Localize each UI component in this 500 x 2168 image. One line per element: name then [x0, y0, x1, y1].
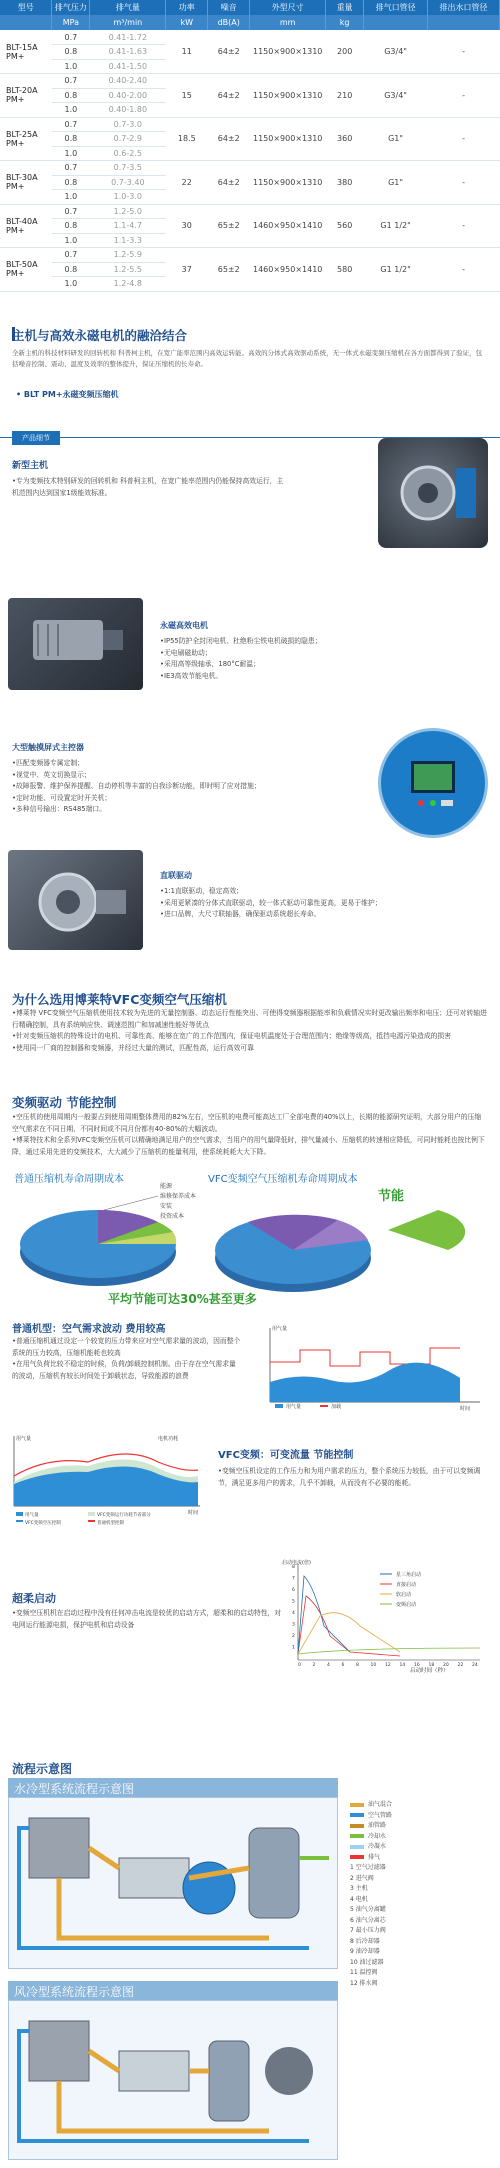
soft-legend1: 直接启动: [396, 1582, 417, 1588]
motor-graphic: [8, 598, 143, 690]
saving-list: [12, 1112, 488, 1158]
vfc-legend0: 用气量: [25, 1513, 39, 1518]
pie-saving-label: 节能: [378, 1189, 405, 1204]
cell-pressure: 0.7: [52, 74, 90, 89]
cell-flow: 0.40-2.00: [90, 88, 166, 103]
legend-label: 3 主机: [350, 1885, 368, 1892]
normal-legend2: 加载: [331, 1404, 342, 1410]
normal-x-label: 时间: [460, 1406, 471, 1412]
cell-model: BLT-15A PM+: [0, 30, 52, 74]
feature1-title: 新型主机: [12, 461, 49, 471]
soft-legend2: 软启动: [396, 1592, 412, 1598]
unit-cell: [428, 15, 500, 30]
saving-item: •空压机的使用周期内一般要占到使用周期整体费用的82%左右，空压机的电费可能高达工厂全部电费的40%以上，长期的能源研究证明，大部分用户的压缩空气需求在不同日期、不同时间或不同月份都有40-80%的大幅波动。: [12, 1113, 482, 1133]
air-flow-svg: [9, 2001, 339, 2161]
vfc-chart: [8, 1432, 208, 1532]
legend-label: 1 空气过滤器: [350, 1864, 386, 1871]
soft-y-tick: 1: [292, 1645, 295, 1651]
vfc-r-label: 电机功耗: [158, 1436, 179, 1442]
drive-graphic: [8, 850, 143, 950]
cell-weight: 360: [326, 117, 364, 161]
motor-image: [8, 598, 143, 690]
legend-label: 油管路: [368, 1822, 387, 1829]
cell-flow: 0.7-3.0: [90, 117, 166, 132]
soft-y-tick: 4: [292, 1611, 295, 1616]
cell-flow: 1.1-3.3: [90, 233, 166, 248]
th-power: 功率: [166, 0, 208, 15]
legend-label: 11 温控阀: [350, 1969, 378, 1976]
cell-drain: -: [428, 248, 500, 292]
feature2-item: •无电刷磁助动；: [160, 648, 212, 657]
flow-legend-item: [350, 1905, 490, 1916]
th-noise: 噪音: [208, 0, 250, 15]
water-flow-diagram: [8, 1797, 338, 1969]
soft-x-tick: 2: [312, 1663, 316, 1668]
legend-swatch: [350, 1855, 364, 1859]
cell-flow: 1.2-5.9: [90, 248, 166, 263]
cell-pressure: 1.0: [52, 190, 90, 205]
cell-power: 37: [166, 248, 208, 292]
legend-swatch: [350, 1834, 364, 1838]
why-item: •使用同一厂商的控制器和变频器，并经过大量的测试，匹配性高，运行高效可靠: [12, 1043, 254, 1052]
legend-label: 5 油气分离罐: [350, 1906, 386, 1913]
pie-legend-maint: 维修保养成本: [160, 1193, 197, 1200]
cell-flow: 1.0-3.0: [90, 190, 166, 205]
th-weight: 重量: [326, 0, 364, 15]
soft-x-tick: 6: [341, 1663, 345, 1668]
soft-x-tick: 22: [457, 1663, 464, 1668]
soft-y-tick: 2: [292, 1634, 295, 1639]
cell-flow: 0.40-2.40: [90, 74, 166, 89]
flow-legend-item: [350, 1947, 490, 1958]
unit-cell: [364, 15, 428, 30]
cell-pressure: 0.8: [52, 132, 90, 147]
normal-legend1: 用气量: [286, 1404, 302, 1410]
cell-power: 30: [166, 204, 208, 248]
feature3-item: •故障报警、维护保养提醒、自动停机等丰富的自我诊断功能，即时明了应对措施；: [12, 782, 261, 790]
cell-outlet: G1": [364, 117, 428, 161]
flow-legend-item: [350, 1800, 490, 1811]
cell-size: 1460×950×1410: [250, 204, 326, 248]
legend-label: 6 油气分离芯: [350, 1916, 386, 1924]
controller-image: [378, 728, 488, 838]
legend-label: 4 电机: [350, 1895, 368, 1903]
water-flow-svg: [9, 1798, 339, 1970]
normal-y-label: 用气量: [272, 1326, 288, 1332]
unit-cell: kg: [326, 15, 364, 30]
table-row: [0, 248, 500, 263]
flow-legend-item: [350, 1937, 490, 1948]
soft-chart: [280, 1556, 494, 1674]
main-engine-image: [378, 438, 488, 548]
table-row: [0, 117, 500, 132]
feature3-item: •定时功能、可设置定时开关机；: [12, 793, 112, 802]
vfc-x-label: 时间: [188, 1510, 199, 1516]
th-drain: 排出水口管径: [428, 0, 500, 15]
cell-drain: -: [428, 74, 500, 118]
cell-size: 1150×900×1310: [250, 161, 326, 205]
cell-noise: 64±2: [208, 161, 250, 205]
pie-right-slice-saving: [388, 1210, 465, 1250]
cell-noise: 64±2: [208, 30, 250, 74]
normal-item: •在用气负荷比较不稳定的时候，负荷/卸载控制机制。由于存在空气需求量的波动，压缩机有较长时间处于卸载状态，导致能源的浪费: [12, 1360, 236, 1380]
cell-model: BLT-20A PM+: [0, 74, 52, 118]
vfc-y-label: 用气量: [16, 1436, 32, 1442]
feature1-item: •专为变频技术特别研发的回转机和 科普柯主机，在宽广能率范围内仍能保持高效运行，主: [12, 477, 284, 485]
feature4-list: [160, 886, 490, 921]
spec-table: [0, 0, 500, 292]
legend-swatch: [350, 1824, 364, 1828]
cell-pressure: 0.8: [52, 88, 90, 103]
cell-size: 1150×900×1310: [250, 117, 326, 161]
flow-legend-item: [350, 1811, 490, 1822]
soft-x-tick: 18: [428, 1663, 435, 1668]
soft-x-tick: 8: [356, 1663, 359, 1668]
cell-pressure: 1.0: [52, 146, 90, 161]
cell-size: 1460×950×1410: [250, 248, 326, 292]
feature3-list: [12, 758, 342, 816]
soft-x-tick: 10: [370, 1663, 377, 1668]
cell-power: 11: [166, 30, 208, 74]
soft-y-label: 启动电流(倍): [282, 1560, 311, 1566]
feature4-title: 直联驱动: [160, 871, 192, 880]
why-list: [12, 1008, 488, 1054]
table-row: [0, 74, 500, 89]
cell-pressure: 0.8: [52, 45, 90, 60]
cell-model: BLT-40A PM+: [0, 204, 52, 248]
cell-drain: -: [428, 161, 500, 205]
cell-noise: 64±2: [208, 117, 250, 161]
soft-title: 超柔启动: [12, 1592, 56, 1605]
soft-item: •变频空压机机在启动过程中没有任何冲击电流是较优的启动方式，超柔和的启动特性，对电网运行能源电损，保护电机和启动设备: [12, 1609, 282, 1629]
table-unit-row: [0, 15, 500, 30]
cell-pressure: 0.8: [52, 219, 90, 234]
soft-legend: [380, 1571, 421, 1608]
vfc-legend3: 普通机型控制: [97, 1521, 124, 1526]
pie-chart: [8, 1170, 492, 1300]
legend-label: 冷却水: [368, 1832, 387, 1840]
cell-drain: -: [428, 204, 500, 248]
cell-drain: -: [428, 30, 500, 74]
unit-cell: [0, 15, 52, 30]
flow-legend-item: [350, 1821, 490, 1832]
soft-x-tick: 12: [385, 1663, 391, 1668]
feature3-title: 大型触摸屏式主控器: [12, 743, 84, 752]
cell-pressure: 0.7: [52, 161, 90, 176]
cell-noise: 64±2: [208, 74, 250, 118]
unit-cell: MPa: [52, 15, 90, 30]
normal-list: [12, 1336, 242, 1382]
flow-legend-item: [350, 1853, 490, 1864]
cell-outlet: G1": [364, 161, 428, 205]
soft-y-tick: 5: [292, 1599, 295, 1605]
th-outlet: 排气口管径: [364, 0, 428, 15]
product-detail-tag: 产品细节: [12, 431, 60, 445]
soft-x-label: 启动时间（秒）: [410, 1668, 449, 1674]
cell-flow: 0.41-1.72: [90, 30, 166, 45]
cell-pressure: 1.0: [52, 277, 90, 292]
soft-x-tick: 24: [472, 1663, 478, 1668]
th-model: 型号: [0, 0, 52, 15]
cell-flow: 1.1-4.7: [90, 219, 166, 234]
feature2-list: [160, 636, 490, 682]
soft-y-tick: 8: [292, 1565, 295, 1570]
soft-y-tick: 6: [292, 1588, 295, 1593]
section1-desc: 全新主机的科技材料研发的回转机和 科普柯主机，在宽广能率范围内高效运转能。高效的分体式高效驱动系统，无一体式永磁变频压缩机在各方面都得到了验证，包括噪音控制、震动、温度及效率的整体提升，保证压缩机的长寿命。: [12, 349, 483, 368]
cell-outlet: G3/4": [364, 30, 428, 74]
vfc-item: •变频空压机设定的工作压力和为用户需求的压力，整个系统压力较低，由于可以变频调节，满足更多用户的需求，几乎不卸载，从而没有不必要的能耗。: [218, 1467, 481, 1487]
feature3-item: •多种信号输出：RS485端口。: [12, 805, 106, 813]
cell-pressure: 1.0: [52, 233, 90, 248]
cell-noise: 65±2: [208, 248, 250, 292]
legend-swatch: [350, 1813, 364, 1817]
table-header-row: [0, 0, 500, 15]
table-row: [0, 204, 500, 219]
soft-list: [12, 1608, 282, 1631]
flow-title: 流程示意图: [12, 1762, 73, 1776]
cell-weight: 380: [326, 161, 364, 205]
feature2-item: •IE3高效节能电机。: [160, 671, 223, 680]
soft-x-tick: 4: [327, 1663, 330, 1668]
cell-model: BLT-25A PM+: [0, 117, 52, 161]
why-item: •博莱特 VFC变频空气压缩机使用技术较为先进的无量控制器、动态运行性能突出、可使得变频器根据能率和负载情况实时更改输出频率和电压；还可对转轴进行精确控制，具有系统响应快、调速范围广和加减速性能好等优点: [12, 1009, 487, 1029]
soft-x-tick: 0: [298, 1663, 301, 1668]
legend-label: 9 油冷却器: [350, 1948, 380, 1955]
soft-x-tick: 16: [414, 1663, 420, 1668]
flow-legend-item: [350, 1979, 490, 1990]
cell-pressure: 1.0: [52, 103, 90, 118]
feature4-item: •进口品牌，大尺寸联轴器，确保驱动系统超长寿命。: [160, 910, 321, 918]
table-row: [0, 161, 500, 176]
engine-graphic: [378, 438, 488, 548]
pie-legend-install: 安装: [160, 1203, 173, 1210]
cell-flow: 0.6-2.5: [90, 146, 166, 161]
cell-size: 1150×900×1310: [250, 74, 326, 118]
cell-outlet: G1 1/2": [364, 248, 428, 292]
controller-graphic: [381, 731, 485, 835]
pie-bottom-label: 平均节能可达30%甚至更多: [108, 1292, 257, 1306]
feature2-item: •IP55防护全封闭电机、杜绝粉尘铁电机破损的隐患；: [160, 637, 322, 645]
legend-swatch: [350, 1803, 364, 1807]
cell-model: BLT-30A PM+: [0, 161, 52, 205]
legend-label: 10 油过滤器: [350, 1958, 384, 1966]
legend-label: 排气: [368, 1853, 381, 1861]
why-item: •针对变频压缩机的特殊设计的电机、可靠性高、能够在宽广的工作范围内，保证电机温度处于合理范围内；绝缘等级高，抵挡电源污染造成的损害: [12, 1032, 452, 1040]
flow-legend-item: [350, 1884, 490, 1895]
soft-x-tick: 20: [443, 1663, 449, 1668]
cell-drain: -: [428, 117, 500, 161]
cell-flow: 0.41-1.63: [90, 45, 166, 60]
unit-cell: m³/min: [90, 15, 166, 30]
feature4-item: •1:1直联驱动，稳定高效；: [160, 887, 243, 895]
cell-pressure: 0.7: [52, 30, 90, 45]
legend-label: 冷凝水: [368, 1843, 387, 1850]
unit-cell: kW: [166, 15, 208, 30]
soft-legend3: 变频启动: [396, 1602, 417, 1608]
pie-right-title: VFC变频空气压缩机寿命周期成本: [208, 1174, 358, 1185]
legend-swatch: [350, 1845, 364, 1849]
cell-pressure: 0.7: [52, 117, 90, 132]
legend-label: 2 进气阀: [350, 1874, 374, 1882]
cell-flow: 0.7-3.40: [90, 175, 166, 190]
normal-item: •普通压缩机通过设定一个较宽的压力带来应对空气需求量的波动，因而整个系统的压力较高，压缩机能耗也较高: [12, 1337, 241, 1357]
cell-weight: 560: [326, 204, 364, 248]
saving-title: 变频驱动 节能控制: [12, 1095, 117, 1110]
flow-legend-item: [350, 1863, 490, 1874]
saving-item: •博莱特技术和全系列VFC变频空压机可以精确地满足用户的空气需求，当用户的用气量降低时，排气量减小、压缩机的转速相应降低，可同时能耗也按比例下降，通过采用先进的变频技术，大大减少了压缩机的能量利用，使系统耗耗大大下降。: [12, 1136, 485, 1156]
normal-title: 普通机型：空气需求波动 费用较高: [12, 1324, 166, 1335]
cell-pressure: 0.8: [52, 175, 90, 190]
cell-flow: 0.7-2.9: [90, 132, 166, 147]
cell-power: 22: [166, 161, 208, 205]
soft-chart-svg: [280, 1556, 494, 1674]
cell-flow: 0.41-1.50: [90, 59, 166, 74]
cell-pressure: 0.7: [52, 248, 90, 263]
legend-label: 油气混合: [368, 1801, 393, 1808]
unit-cell: mm: [250, 15, 326, 30]
legend-label: 空气管路: [368, 1811, 393, 1819]
cell-weight: 580: [326, 248, 364, 292]
th-flow: 排气量: [90, 0, 166, 15]
feature1-item: 机范围内达到国家1级能效标准。: [12, 488, 112, 497]
feature2-title: 永磁高效电机: [160, 621, 208, 630]
pie-legend-invest: 投资成本: [160, 1213, 185, 1220]
cell-weight: 200: [326, 30, 364, 74]
cell-flow: 1.2-4.8: [90, 277, 166, 292]
flow-legend: [350, 1800, 490, 1989]
cell-noise: 65±2: [208, 204, 250, 248]
table-body: [0, 30, 500, 291]
section1-bullet: • BLT PM+永磁变频压缩机: [16, 390, 119, 399]
th-size: 外型尺寸: [250, 0, 326, 15]
flow-legend-item: [350, 1926, 490, 1937]
section1-title: 主机与高效永磁电机的融洽结合: [12, 328, 188, 343]
pie-chart-area: [8, 1170, 492, 1300]
cell-flow: 0.7-3.5: [90, 161, 166, 176]
legend-label: 8 后冷却器: [350, 1937, 380, 1945]
flow-legend-item: [350, 1968, 490, 1979]
feature3-item: •匹配变频器专属定制；: [12, 759, 84, 767]
flow-legend-item: [350, 1874, 490, 1885]
vfc-legend2: VFC变频空压控制: [25, 1521, 61, 1526]
vfc-title: VFC变频：可变流量 节能控制: [218, 1450, 354, 1461]
cell-power: 18.5: [166, 117, 208, 161]
soft-x-tick: 14: [399, 1663, 406, 1668]
cell-flow: 0.40-1.80: [90, 103, 166, 118]
soft-legend0: 星三角启动: [396, 1572, 422, 1578]
normal-chart-svg: [260, 1322, 488, 1414]
th-pressure: 排气压力: [52, 0, 90, 15]
soft-y-tick: 3: [292, 1622, 295, 1628]
pie-left-title: 普通压缩机寿命周期成本: [14, 1174, 124, 1185]
vfc-chart-svg: [8, 1432, 208, 1532]
feature1-list: [12, 476, 342, 499]
cell-weight: 210: [326, 74, 364, 118]
air-flow-diagram: [8, 2000, 338, 2160]
drive-image: [8, 850, 143, 950]
cell-flow: 1.2-5.5: [90, 262, 166, 277]
cell-outlet: G3/4": [364, 74, 428, 118]
cell-size: 1150×900×1310: [250, 30, 326, 74]
pie-legend-energy: 能源: [160, 1183, 173, 1190]
flow-legend-item: [350, 1916, 490, 1927]
flow-legend-item: [350, 1895, 490, 1906]
vfc-legend1: VFC变频运行功耗节省部分: [97, 1513, 151, 1518]
cell-pressure: 0.8: [52, 262, 90, 277]
why-title: 为什么选用博莱特VFC变频空气压缩机: [12, 992, 227, 1007]
flow-legend-item: [350, 1958, 490, 1969]
feature4-item: •采用更紧凑的分体式直联驱动，较一体式驱动可靠性更高，更易于维护；: [160, 898, 382, 907]
cell-pressure: 0.7: [52, 204, 90, 219]
air-flow-title: 风冷型系统流程示意图: [8, 1981, 338, 2002]
unit-cell: dB(A): [208, 15, 250, 30]
table-row: [0, 30, 500, 45]
legend-label: 7 最小压力阀: [350, 1927, 386, 1934]
cell-outlet: G1 1/2": [364, 204, 428, 248]
cell-flow: 1.2-5.0: [90, 204, 166, 219]
feature2-item: •采用高等级轴承，180°C耐温；: [160, 660, 260, 668]
cell-power: 15: [166, 74, 208, 118]
flow-legend-item: [350, 1842, 490, 1853]
normal-chart: [260, 1322, 488, 1414]
flow-legend-item: [350, 1832, 490, 1843]
vfc-list: [218, 1466, 490, 1489]
feature3-item: •视觉中、英文切换显示；: [12, 770, 91, 779]
cell-model: BLT-50A PM+: [0, 248, 52, 292]
legend-label: 12 排水阀: [350, 1979, 378, 1987]
soft-y-tick: 7: [292, 1576, 295, 1582]
cell-pressure: 1.0: [52, 59, 90, 74]
water-flow-title: 水冷型系统流程示意图: [8, 1778, 338, 1799]
